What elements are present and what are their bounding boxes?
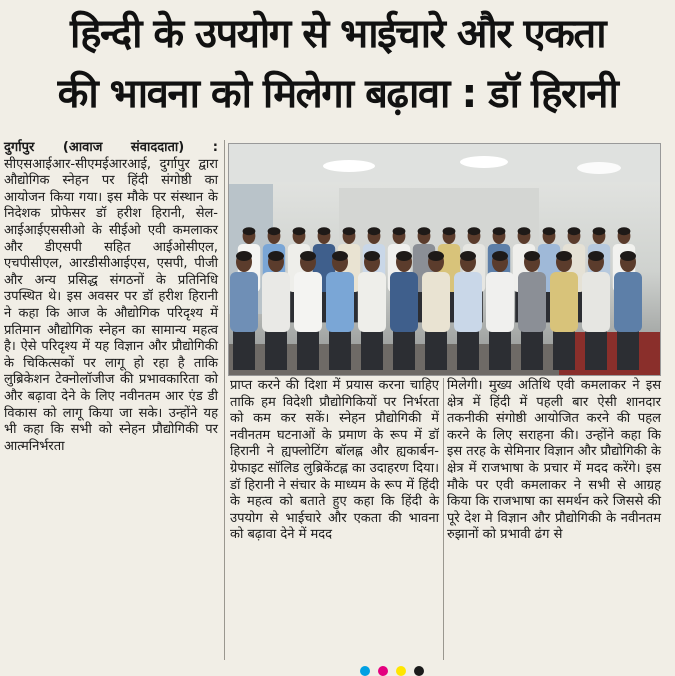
column-rule bbox=[443, 378, 444, 660]
article-column-2 bbox=[230, 378, 439, 544]
headline-line-2: की भावना को मिलेगा बढ़ावा : डॉ हिरानी bbox=[57, 71, 618, 117]
article-column-3 bbox=[447, 378, 661, 544]
page-bottom-strip bbox=[0, 664, 675, 675]
column-rule bbox=[224, 140, 225, 660]
article-text-column-3: मिलेगी। मुख्य अतिथि एवी कमलाकर ने इस क्षेत्र में हिंदी में पहली बार ऐसी शानदार तकनीकी संगोष्ठी आयोजित करने की पहल करने के लिए सराहना की। उन्होंने कहा कि इस तरह के सेमिनार विज्ञान और प्रौद्योगिकी के क्षेत्र में राजभाषा के प्रचार में मदद करेंगे। इस मौके पर एवी कमलाकर ने सभी से आग्रह किया कि राजभाषा का समर्थन करे जिससे की पूरे देश मे विज्ञान और प्रौद्योगिकी के नवीनतम रुझानों को प्रभावी ढंग से bbox=[447, 378, 662, 543]
article-text-column-2: प्राप्त करने की दिशा में प्रयास करना चाहिए ताकि हम विदेशी प्रौद्योगिकियों पर निर्भरता को कम कर सकें। स्नेहन प्रौद्योगिकी में नवीनतम घटनाओं के प्रमाण के रूप में डॉ हिरानी ने ह्यफ्लोटिंग बॉलह्ल और ह्यकार्बन-ग्रेफाइट सॉलिड लुब्रिकेंटह्ल का उदाहरण दिया। डॉ हिरानी ने संचार के माध्यम के रूप में हिंदी के महत्व को बताते हुए कहा कि हिंदी के उपयोग से भाईचारे और एकता की भावना को बढ़ावा देने में मदद bbox=[230, 378, 439, 543]
headline-line-1: हिन्दी के उपयोग से भाईचारे और एकता bbox=[69, 11, 606, 57]
article-column-1 bbox=[4, 140, 218, 455]
headline bbox=[0, 4, 675, 124]
article-text-column-1: सीएसआईआर-सीएमईआरआई, दुर्गापुर द्वारा औद्योगिक स्नेहन पर हिंदी संगोष्ठी का आयोजन किया गया। इस मौके पर संस्थान के निदेशक प्रोफेसर डॉ हरीश हिरानी, सेल-आईआईएससीओ के सीईओ एवी कमलाकर और डीएसपी सहित आईओसीएल, एचपीसीएल, आरडीसीआईएस, एसपी, पीजी और अन्य प्रसिद्ध संगठनों के प्रतिनिधि उपस्थित थे। इस अवसर पर डॉ हरीश हिरानी ने कहा कि आज के औद्योगिक परिदृश्य में प्रतिमान औद्योगिक स्नेहन का सामान्य महत्व है। ऐसे परिदृश्य में यह विज्ञान और प्रौद्योगिकी के चिकित्सकों पर लागू हो रहा है ताकि लुब्रिकेशन टेक्नोलॉजीज की प्रभावकारिता को और बढ़ावा देने के लिए नवीनतम आर एंड डी विकास को लागू किया जा सके। उन्होंने यह भी कहा कि सभी को स्नेहन प्रौद्योगिकी पर आत्मनिर्भरता bbox=[4, 156, 218, 454]
dateline: दुर्गापुर (आवाज संवाददाता) : bbox=[4, 140, 218, 155]
group-photo bbox=[228, 143, 661, 376]
